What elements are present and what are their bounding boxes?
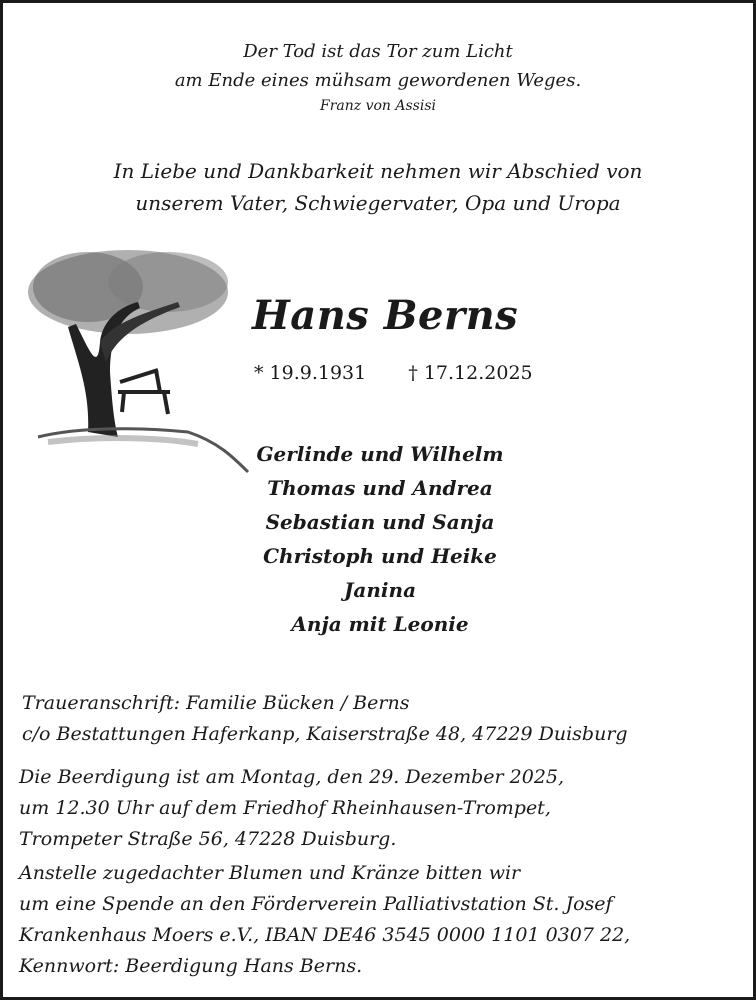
family-member: Janina [343,578,417,602]
quote-line: am Ende eines mühsam gewordenen Weges. [174,70,582,91]
donation-line: Anstelle zugedachter Blumen und Kränze bitten wir [19,862,521,884]
funeral-info [19,762,564,855]
funeral-line: Trompeter Straße 56, 47228 Duisburg. [19,828,397,850]
address-line: c/o Bestattungen Haferkanp, Kaiserstraße 48, 47229 Duisburg [22,723,628,745]
family-list [180,437,580,641]
family-member: Sebastian und Sanja [265,510,495,534]
donation-line: Kennwort: Beerdigung Hans Berns. [19,955,363,977]
mourning-address [22,688,628,750]
birth-date: * 19.9.1931 [254,362,367,384]
family-member: Gerlinde und Wilhelm [256,442,504,466]
address-line: Traueranschrift: Familie Bücken / Berns [22,692,410,714]
family-member: Thomas und Andrea [267,476,493,500]
life-dates [254,362,569,384]
donation-info [19,858,630,982]
intro-text [0,155,756,219]
family-member: Christoph und Heike [263,544,497,568]
donation-line: Krankenhaus Moers e.V., IBAN DE46 3545 0000 1101 0307 22, [19,924,631,946]
death-date: † 17.12.2025 [408,362,533,384]
donation-line: um eine Spende an den Förderverein Palliativstation St. Josef [19,893,613,915]
deceased-name: Hans Berns [252,292,519,339]
quote-line: Der Tod ist das Tor zum Licht [243,41,513,62]
quote-author: Franz von Assisi [319,98,437,114]
intro-line: In Liebe und Dankbarkeit nehmen wir Abschied von [113,159,643,183]
family-member: Anja mit Leonie [291,612,469,636]
quote [0,37,756,117]
funeral-line: um 12.30 Uhr auf dem Friedhof Rheinhausen-Trompet, [19,797,551,819]
intro-line: unserem Vater, Schwiegervater, Opa und Uropa [135,191,621,215]
funeral-line: Die Beerdigung ist am Montag, den 29. Dezember 2025, [19,766,565,788]
